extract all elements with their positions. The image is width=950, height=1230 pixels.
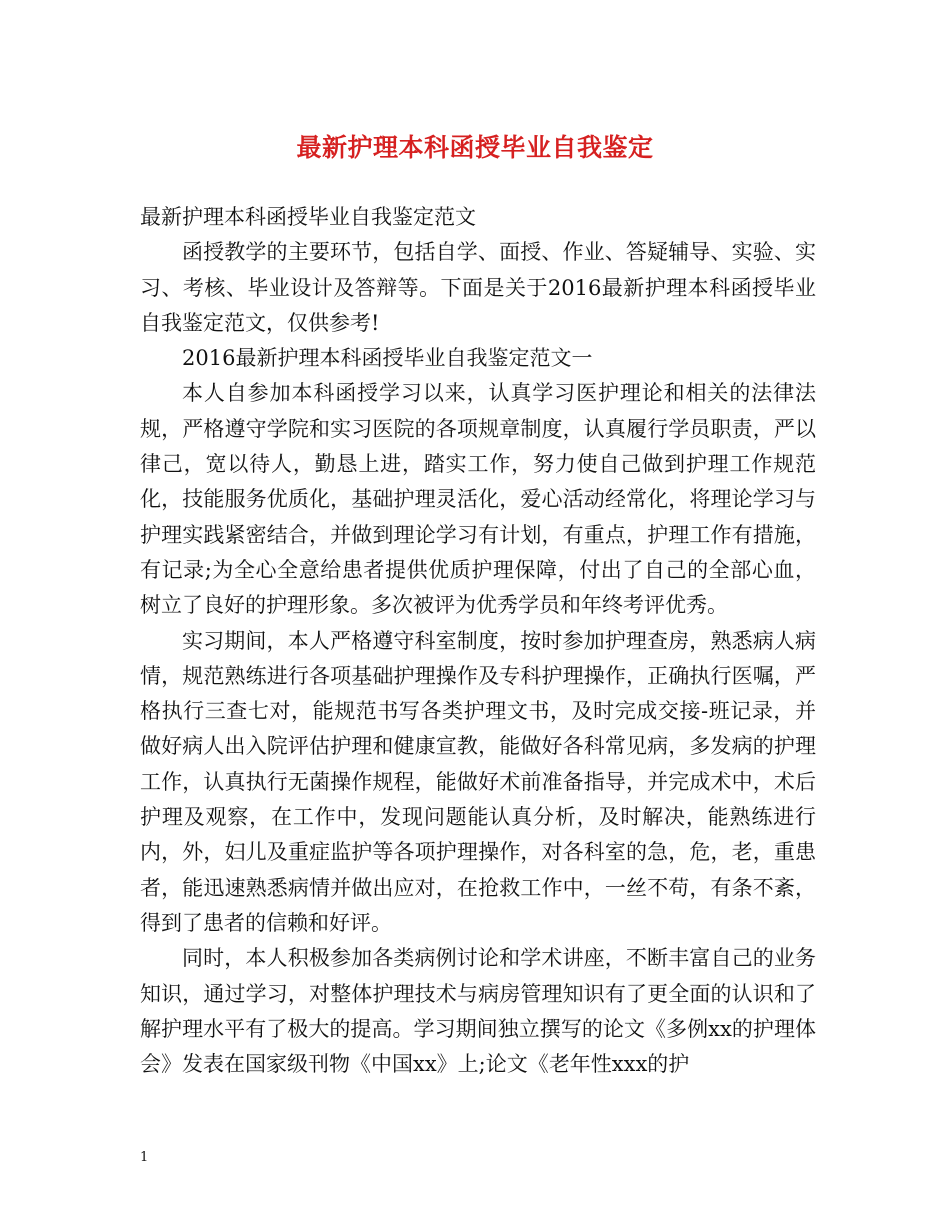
paragraph-academic: 同时，本人积极参加各类病例讨论和学术讲座，不断丰富自己的业务知识，通过学习，对整体护理技术与病房管理知识有了更全面的认识和了解护理水平有了极大的提高。学习期间独立撰写的论文《多例xx的护理体会》发表在国家级刊物《中国xx》上;论文《老年性xxx的护 bbox=[140, 946, 816, 1077]
paragraph-study: 本人自参加本科函授学习以来，认真学习医护理论和相关的法律法规，严格遵守学院和实习医院的各项规章制度，认真履行学员职责，严以律己，宽以待人，勤恳上进，踏实工作，努力使自己做到护理工作规范化，技能服务优质化，基础护理灵活化，爱心活动经常化，将理论学习与护理实践紧密结合，并做到理论学习有计划，有重点，护理工作有措施，有记录;为全心全意给患者提供优质护理保障，付出了自己的全部心血，树立了良好的护理形象。多次被评为优秀学员和年终考评优秀。 bbox=[140, 381, 816, 618]
page-number: 1 bbox=[140, 1150, 149, 1165]
document-subtitle: 最新护理本科函授毕业自我鉴定范文 bbox=[140, 205, 476, 229]
paragraph-intro: 函授教学的主要环节，包括自学、面授、作业、答疑辅导、实验、实习、考核、毕业设计及答辩等。下面是关于2016最新护理本科函授毕业自我鉴定范文，仅供参考! bbox=[140, 240, 816, 335]
document-title: 最新护理本科函授毕业自我鉴定 bbox=[296, 133, 654, 162]
paragraph-internship: 实习期间，本人严格遵守科室制度，按时参加护理查房，熟悉病人病情，规范熟练进行各项基础护理操作及专科护理操作，正确执行医嘱，严格执行三查七对，能规范书写各类护理文书，及时完成交接-班记录，并做好病人出入院评估护理和健康宣教，能做好各科常见病，多发病的护理工作，认真执行无菌操作规程，能做好术前准备指导，并完成术中，术后护理及观察，在工作中，发现问题能认真分析，及时解决，能熟练进行内，外，妇儿及重症监护等各项护理操作，对各科室的急，危，老，重患者，能迅速熟悉病情并做出应对，在抢救工作中，一丝不苟，有条不紊，得到了患者的信赖和好评。 bbox=[140, 628, 816, 935]
document-body bbox=[140, 200, 816, 1082]
section-heading: 2016最新护理本科函授毕业自我鉴定范文一 bbox=[182, 346, 593, 371]
